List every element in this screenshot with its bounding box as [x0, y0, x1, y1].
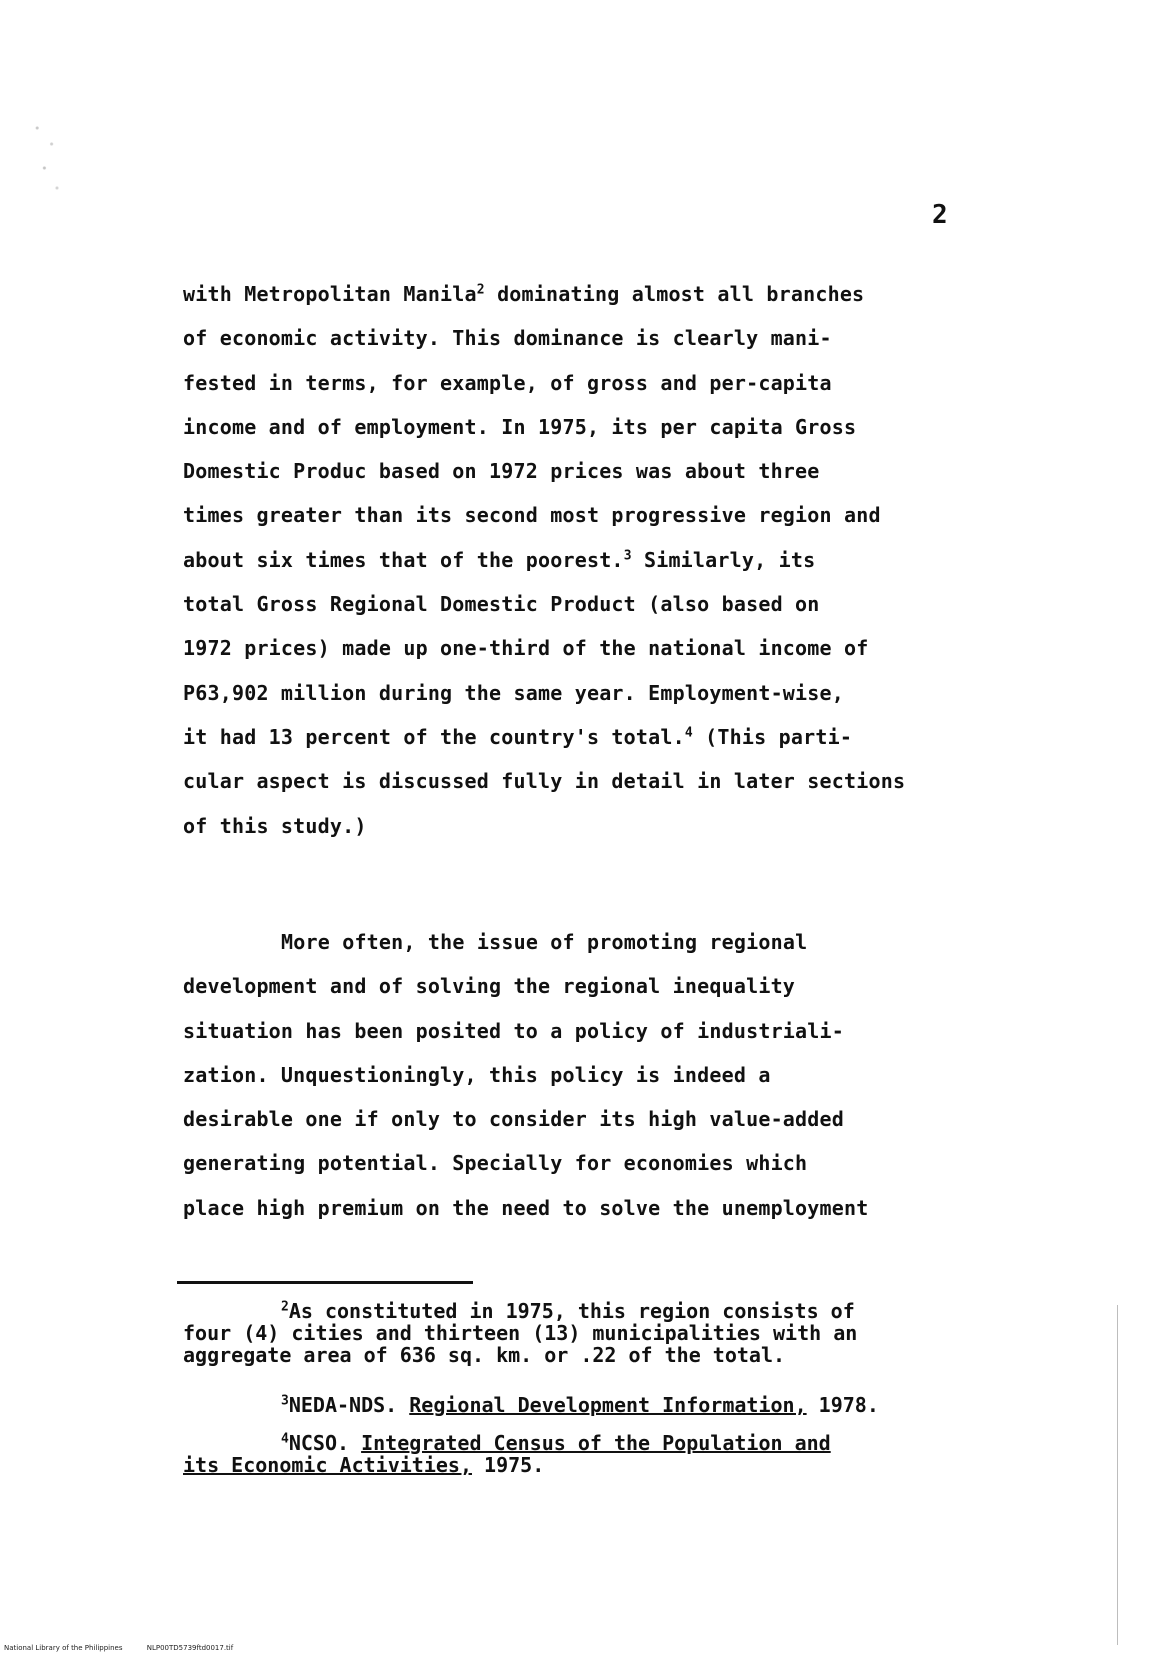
- footnote-ref: 2: [476, 282, 485, 298]
- footnote-ref: 3: [623, 548, 632, 564]
- paragraph-line: development and of solving the regional inequality: [183, 974, 796, 999]
- footnote-marker: 4: [281, 1431, 289, 1447]
- paragraph-line: desirable one if only to consider its high value-added: [183, 1107, 845, 1132]
- footnote-4: [183, 1432, 1083, 1476]
- page-number: 2: [932, 200, 948, 230]
- paragraph-line: place high premium on the need to solve the unemployment: [183, 1195, 869, 1220]
- footnote-line: $^4$NCSO. Integrated Census of the Population and: [281, 1431, 831, 1455]
- footnote-ref: 4: [684, 725, 693, 741]
- paragraph-line: zation. Unquestioningly, this policy is indeed a: [183, 1062, 771, 1087]
- footnote-line: $^2$As constituted in 1975, this region consists of: [281, 1299, 855, 1323]
- paragraph-line: of economic activity. This dominance is clearly mani-: [183, 326, 832, 351]
- citation-title: its Economic Activities,: [183, 1453, 472, 1477]
- library-credit: National Library of the Philippines: [4, 1644, 123, 1652]
- footnote-divider: [177, 1281, 473, 1284]
- paragraph-line: fested in terms, for example, of gross and per-capita: [183, 370, 832, 395]
- scan-footer: [4, 1644, 255, 1652]
- citation-title: Regional Development Information,: [409, 1393, 807, 1417]
- paragraph-line: More often, the issue of promoting regional: [281, 930, 808, 954]
- footnote-line: its Economic Activities, 1975.: [183, 1453, 545, 1477]
- scan-margin-line: [1117, 1305, 1118, 1645]
- paragraph-1: [183, 272, 1083, 848]
- paragraph-line: it had 13 percent of the country's total.$^4$ (This parti-: [183, 724, 853, 749]
- footnote-3: [183, 1394, 1083, 1416]
- footnote-line: four (4) cities and thirteen (13) municipalities with an: [183, 1321, 858, 1345]
- paragraph-line: times greater than its second most progressive region and: [183, 503, 881, 528]
- paragraph-2: [183, 920, 1083, 1230]
- paragraph-line: situation has been posited to a policy of industriali-: [183, 1018, 845, 1043]
- footnote-2: [183, 1300, 1083, 1366]
- footnote-marker: 3: [281, 1393, 289, 1409]
- footnote-line: $^3$NEDA-NDS. Regional Development Information, 1978.: [281, 1393, 879, 1417]
- paragraph-line: about six times that of the poorest.$^3$ Similarly, its: [183, 547, 816, 572]
- paragraph-line: Domestic Produc based on 1972 prices was about three: [183, 459, 820, 484]
- citation-title: Integrated Census of the Population and: [361, 1431, 831, 1455]
- paragraph-line: of this study.): [183, 813, 367, 838]
- paragraph-line: 1972 prices) made up one-third of the national income of: [183, 636, 869, 661]
- paragraph-line: with Metropolitan Manila$^2$ dominating almost all branches: [183, 282, 865, 306]
- paragraph-line: income and of employment. In 1975, its per capita Gross: [183, 414, 857, 439]
- footnote-marker: 2: [281, 1299, 289, 1315]
- footnote-line: aggregate area of 636 sq. km. or .22 of the total.: [183, 1343, 786, 1367]
- paragraph-line: generating potential. Specially for economies which: [183, 1151, 808, 1176]
- paragraph-line: total Gross Regional Domestic Product (also based on: [183, 592, 820, 617]
- paragraph-line: P63,902 million during the same year. Employment-wise,: [183, 680, 845, 705]
- scan-artifact: [30, 120, 66, 200]
- paragraph-line: cular aspect is discussed fully in detail in later sections: [183, 769, 906, 794]
- file-name: NLP00TD5739ftd0017.tif: [146, 1644, 234, 1652]
